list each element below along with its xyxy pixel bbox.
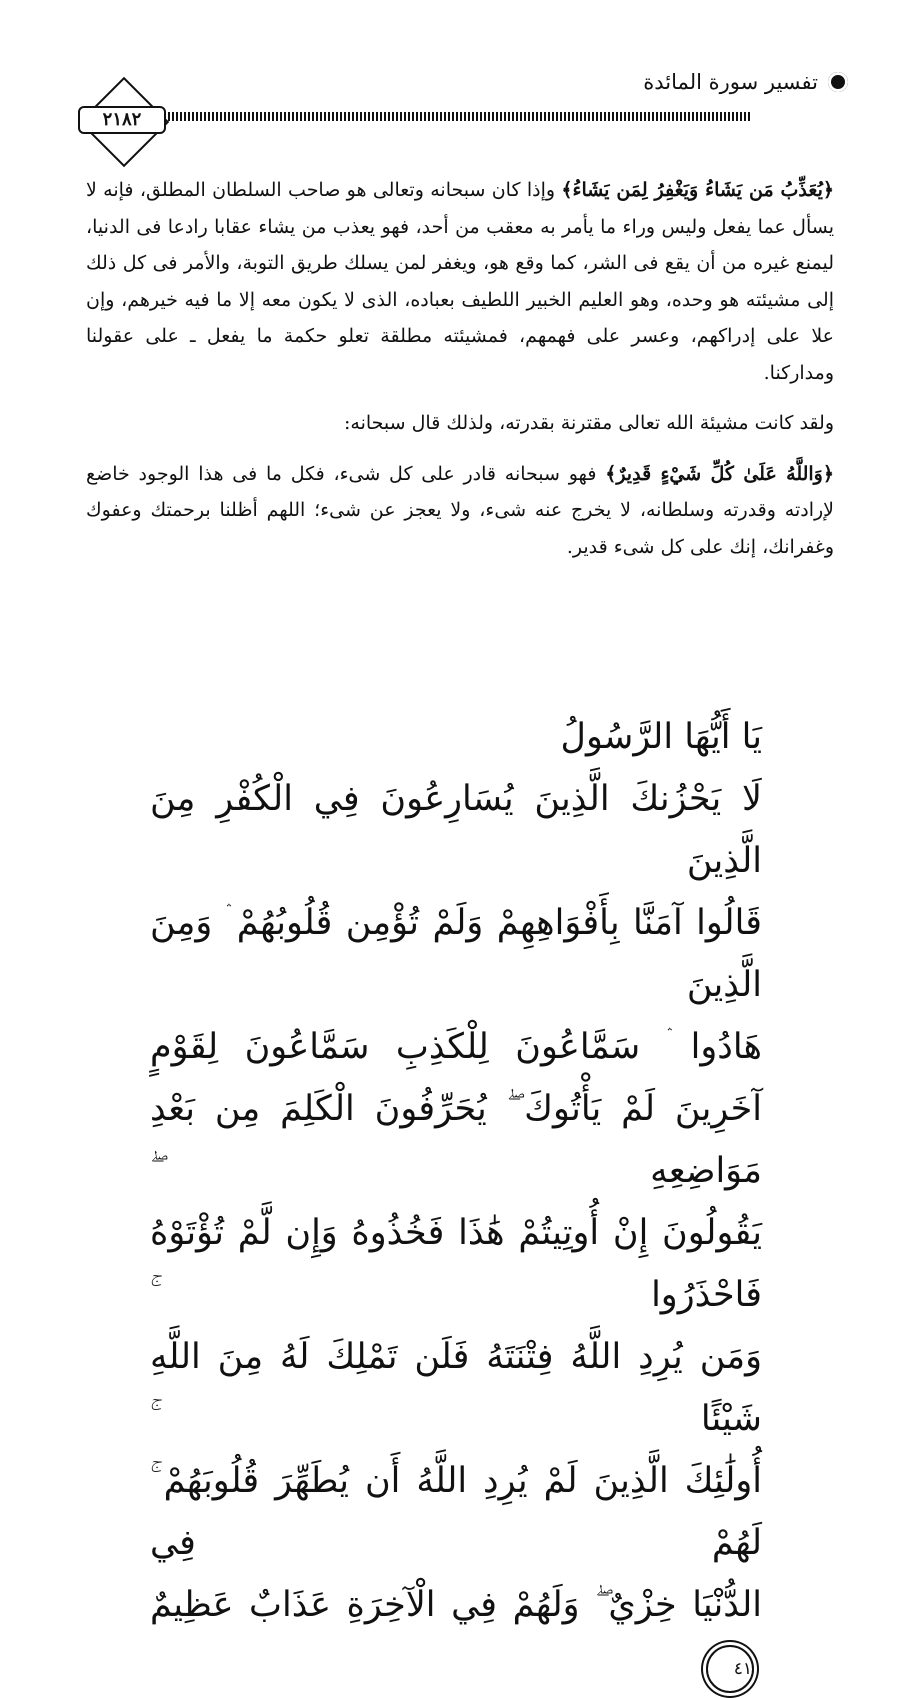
paragraph-3-text: فهو سبحانه قادر على كل شىء، فكل ما فى هذا الوجود خاضع لإرادته وقدرته وسلطانه، لا يخرج عنه شىء، ولا يعجز عن شىء؛ اللهم أظلنا برحمتك وعفوك وغفرانك، إنك على كل شىء قدير. (86, 462, 834, 558)
page-number-badge (78, 76, 166, 164)
verse-line-last-text: الدُّنْيَا خِزْيٌ ۖ وَلَهُمْ فِي الْآخِرَةِ عَذَابٌ عَظِيمٌ (150, 1585, 762, 1625)
verse-line: يَقُولُونَ إِنْ أُوتِيتُمْ هَٰذَا فَخُذُوهُ وَإِن لَّمْ تُؤْتَوْهُ فَاحْذَرُوا ۚ (150, 1213, 762, 1315)
page-header (72, 62, 848, 142)
ayah-number-marker: ٤١ (706, 1645, 754, 1693)
paragraph-1 (86, 172, 834, 391)
paragraph-3 (86, 456, 834, 566)
verse-quote-2: ﴿وَاللَّهُ عَلَىٰ كُلِّ شَيْءٍ قَدِيرٌ﴾ (605, 462, 834, 485)
running-title-text: تفسير سورة المائدة (643, 70, 818, 94)
verse-line: وَمَن يُرِدِ اللَّهُ فِتْنَتَهُ فَلَن تَمْلِكَ لَهُ مِنَ اللَّهِ شَيْئًا ۚ (150, 1337, 762, 1439)
commentary-text (86, 172, 834, 565)
paragraph-2: ولقد كانت مشيئة الله تعالى مقترنة بقدرته، ولذلك قال سبحانه: (343, 412, 834, 434)
verse-line: لَا يَحْزُنكَ الَّذِينَ يُسَارِعُونَ فِي الْكُفْرِ مِنَ الَّذِينَ (150, 779, 762, 881)
verse-quote-1: ﴿يُعَذِّبُ مَن يَشَاءُ وَيَغْفِرُ لِمَن يَشَاءُ﴾ (561, 179, 834, 201)
quran-verse-block (150, 706, 762, 1698)
header-rule (80, 112, 752, 121)
verse-line: أُولَٰئِكَ الَّذِينَ لَمْ يُرِدِ اللَّهُ أَن يُطَهِّرَ قُلُوبَهُمْ ۚ لَهُمْ فِي (150, 1461, 762, 1563)
verse-line: قَالُوا آمَنَّا بِأَفْوَاهِهِمْ وَلَمْ تُؤْمِن قُلُوبُهُمْ ۛ وَمِنَ الَّذِينَ (150, 903, 762, 1005)
verse-line-last (150, 1574, 762, 1698)
verse-line: يَا أَيُّهَا الرَّسُولُ (560, 717, 762, 757)
verse-line: هَادُوا ۛ سَمَّاعُونَ لِلْكَذِبِ سَمَّاعُونَ لِقَوْمٍ (150, 1027, 762, 1067)
ornament-icon (828, 72, 848, 92)
running-title (643, 70, 848, 94)
page-number: ٢١٨٢ (78, 106, 166, 134)
paragraph-1-text: وإذا كان سبحانه وتعالى هو صاحب السلطان المطلق، فإنه لا يسأل عما يفعل وليس وراء ما يأمر به معقب من أحد، فهو يعذب من يشاء عقابا رادعا فى الدنيا، ليمنع غيره من أن يقع فى الشر، كما وقع هو، ويغفر لمن يسلك طريق التوبة، والأمر فى كل ذلك إلى مشيئته هو وحده، وهو العليم الخبير اللطيف بعباده، الذى لا يكون معه إلا ما فيه خيرهم، وإن علا على إدراكهم، وعسر على فهمهم، فمشيئته مطلقة تعلو حكمة ما يفعل ـ على عقولنا ومداركنا. (86, 179, 834, 384)
verse-line: آخَرِينَ لَمْ يَأْتُوكَ ۖ يُحَرِّفُونَ الْكَلِمَ مِن بَعْدِ مَوَاضِعِهِ ۖ (150, 1089, 762, 1191)
